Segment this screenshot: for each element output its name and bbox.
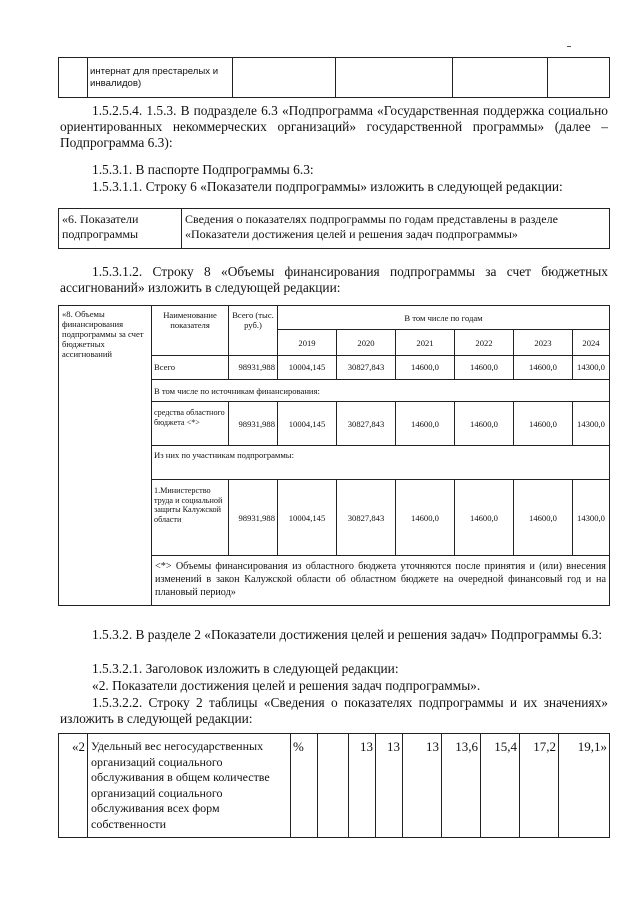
cell-ministry-2022: 14600,0	[455, 480, 514, 556]
sources-header: В том числе по источникам финансирования:	[152, 380, 610, 402]
indicator-v4: 13,6	[442, 734, 481, 838]
indicator-table	[58, 733, 610, 838]
cell-regional-total: 98931,988	[229, 402, 278, 446]
cell-total-2020: 30827,843	[337, 356, 396, 380]
cell-total-total: 98931,988	[229, 356, 278, 380]
cell-regional-2023: 14600,0	[514, 402, 573, 446]
page-mark	[567, 46, 571, 47]
cell-ministry-2019: 10004,145	[278, 480, 337, 556]
para-1-5-3-2: 1.5.3.2. В разделе 2 «Показатели достижения целей и решения задач» Подпрограммы 6.3:	[92, 627, 603, 642]
hdr-total: Всего (тыс. руб.)	[229, 306, 278, 356]
indicator-name: Удельный вес негосударственных организаций социального обслуживания в общем количестве организаций социального обслуживания всех форм собственности	[88, 734, 291, 838]
year-2019: 2019	[278, 330, 337, 356]
year-2023: 2023	[514, 330, 573, 356]
indicator-v3: 13	[403, 734, 442, 838]
participants-header: Из них по участникам подпрограммы:	[152, 446, 610, 480]
indicator-num: «2	[59, 734, 88, 838]
row6-label: «6. Показатели подпрограммы	[59, 209, 182, 249]
cell-regional-2021: 14600,0	[396, 402, 455, 446]
para-1-5-3: 1.5.2.5.4. 1.5.3. В подразделе 6.3 «Подпрограмма «Государственная поддержка социально ориентированных некоммерческих организаций» государственной программы» (далее – Подпрограмма 6.3):	[60, 103, 608, 150]
indicator-v1: 13	[349, 734, 376, 838]
row6-table	[58, 208, 610, 249]
cell-total-2021: 14600,0	[396, 356, 455, 380]
indicator-v2: 13	[376, 734, 403, 838]
para-1-5-3-1-1: 1.5.3.1.1. Строку 6 «Показатели подпрограммы» изложить в следующей редакции:	[92, 179, 563, 194]
cell-ministry-total: 98931,988	[229, 480, 278, 556]
table-row	[59, 734, 610, 838]
cell-regional-name: средства областного бюджета <*>	[152, 402, 229, 446]
para-1-5-3-1: 1.5.3.1. В паспорте Подпрограммы 6.3:	[92, 162, 314, 177]
cell-ministry-name: 1.Министерство труда и социальной защиты Калужской области	[152, 480, 229, 556]
indicator-v5: 15,4	[481, 734, 520, 838]
cell-total-2023: 14600,0	[514, 356, 573, 380]
cell-regional-2022: 14600,0	[455, 402, 514, 446]
year-2022: 2022	[455, 330, 514, 356]
cell-total-name: Всего	[152, 356, 229, 380]
cell-ministry-2024: 14300,0	[573, 480, 610, 556]
year-2020: 2020	[337, 330, 396, 356]
cell-ministry-2021: 14600,0	[396, 480, 455, 556]
cell-total-2022: 14600,0	[455, 356, 514, 380]
cell-ministry-2023: 14600,0	[514, 480, 573, 556]
indicator-v7: 19,1»	[559, 734, 610, 838]
top-table-fragment	[58, 57, 610, 98]
para-1-5-3-2-2: 1.5.3.2.2. Строку 2 таблицы «Сведения о показателях подпрограммы и их значениях» изложить в следующей редакции:	[60, 695, 608, 726]
cell-regional-2024: 14300,0	[573, 402, 610, 446]
row6-text: Сведения о показателях подпрограммы по годам представлены в разделе «Показатели достижения целей и решения задач подпрограммы»	[182, 209, 610, 249]
para-heading-quote: «2. Показатели достижения целей и решения задач подпрограммы».	[92, 678, 481, 693]
financing-label: «8. Объемы финансирования подпрограммы за счет бюджетных ассигнований	[59, 306, 152, 606]
para-1-5-3-2-1: 1.5.3.2.1. Заголовок изложить в следующей редакции:	[92, 661, 399, 676]
cell-total-2019: 10004,145	[278, 356, 337, 380]
cell-regional-2020: 30827,843	[337, 402, 396, 446]
para-1-5-3-1-2: 1.5.3.1.2. Строку 8 «Объемы финансирования подпрограммы за счет бюджетных ассигнований» изложить в следующей редакции:	[60, 264, 608, 295]
year-2021: 2021	[396, 330, 455, 356]
cell-regional-2019: 10004,145	[278, 402, 337, 446]
year-2024: 2024	[573, 330, 610, 356]
indicator-unit: %	[291, 734, 318, 838]
cell-ministry-2020: 30827,843	[337, 480, 396, 556]
cell-total-2024: 14300,0	[573, 356, 610, 380]
financing-footnote: <*> Объемы финансирования из областного бюджета уточняются после принятия и (или) внесения изменений в закон Калужской области об областном бюджете на очередной финансовый год и на плановый период»	[152, 556, 610, 606]
hdr-name: Наименование показателя	[152, 306, 229, 356]
indicator-v6: 17,2	[520, 734, 559, 838]
hdr-years: В том числе по годам	[278, 306, 610, 330]
financing-table	[58, 305, 610, 606]
top-table-text: интернат для престарелых и инвалидов)	[88, 58, 233, 98]
